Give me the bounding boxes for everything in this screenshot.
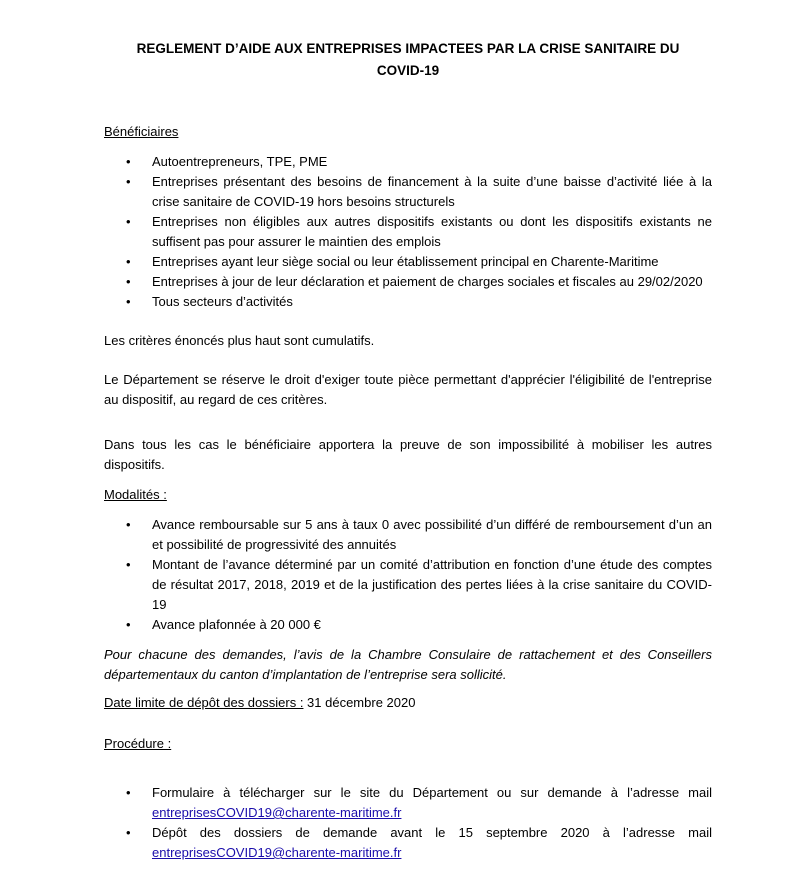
date-limite <box>104 693 712 713</box>
date-limite-value: 31 décembre 2020 <box>303 695 416 710</box>
modalites-list-wrapper <box>104 515 712 635</box>
paragraph-departement: Le Département se réserve le droit d'exiger toute pièce permettant d'apprécier l'éligibilité de l'entreprise au dispositif, au regard de ces critères. <box>104 372 712 407</box>
list-item: • Entreprises à jour de leur déclaration et paiement de charges sociales et fiscales au 29/02/2020 <box>104 272 712 292</box>
list-item: • Entreprises non éligibles aux autres dispositifs existants ou dont les dispositifs existants ne suffisent pas pour assurer le maintien des emplois <box>104 212 712 252</box>
modalites-list <box>104 515 712 635</box>
list-item: • Autoentrepreneurs, TPE, PME <box>104 152 712 172</box>
title-line-2: COVID-19 <box>376 63 440 78</box>
modalites-heading: Modalités : <box>104 487 167 502</box>
beneficiaires-list-wrapper <box>104 152 712 312</box>
procedure-list-wrapper <box>104 783 712 863</box>
list-item <box>104 783 712 823</box>
list-item: • Entreprises ayant leur siège social ou leur établissement principal en Charente-Maritime <box>104 252 712 272</box>
list-item: • Montant de l’avance déterminé par un comité d’attribution en fonction d’une étude des comptes de résultat 2017, 2018, 2019 et de la justification des pertes liées à la crise sanitaire du COVID-19 <box>104 555 712 615</box>
procedure-heading: Procédure : <box>104 736 172 751</box>
list-item: • Avance plafonnée à 20 000 € <box>104 615 712 635</box>
date-limite-label: Date limite de dépôt des dossiers : <box>104 695 304 710</box>
list-item: • Tous secteurs d’activités <box>104 292 712 312</box>
beneficiaires-heading: Bénéficiaires <box>104 124 179 139</box>
procedure-item-1-text: Formulaire à télécharger sur le site du Département ou sur demande à l’adresse mail <box>152 785 712 800</box>
list-item: • Avance remboursable sur 5 ans à taux 0 avec possibilité d’un différé de remboursement d’un an et possibilité de progressivité des annuités <box>104 515 712 555</box>
list-item: • Entreprises présentant des besoins de financement à la suite d’une baisse d’activité liée à la crise sanitaire de COVID-19 hors besoins structurels <box>104 172 712 212</box>
list-item <box>104 823 712 863</box>
paragraph-criteres: Les critères énoncés plus haut sont cumulatifs. <box>104 333 375 348</box>
procedure-list <box>104 783 712 863</box>
paragraph-preuve: Dans tous les cas le bénéficiaire apportera la preuve de son impossibilité à mobiliser les autres dispositifs. <box>104 437 712 472</box>
email-link[interactable]: entreprisesCOVID19@charente-maritime.fr <box>152 845 402 860</box>
email-link[interactable]: entreprisesCOVID19@charente-maritime.fr <box>152 805 402 820</box>
paragraph-avis: Pour chacune des demandes, l’avis de la Chambre Consulaire de rattachement et des Conseillers départementaux du canton d’implantation de l’entreprise sera sollicité. <box>104 647 712 682</box>
procedure-item-2-text: Dépôt des dossiers de demande avant le 15 septembre 2020 à l’adresse mail <box>152 825 712 840</box>
title-line-1: REGLEMENT D’AIDE AUX ENTREPRISES IMPACTEES PAR LA CRISE SANITAIRE DU <box>136 41 680 56</box>
beneficiaires-list <box>104 152 712 312</box>
document-title <box>104 38 712 82</box>
